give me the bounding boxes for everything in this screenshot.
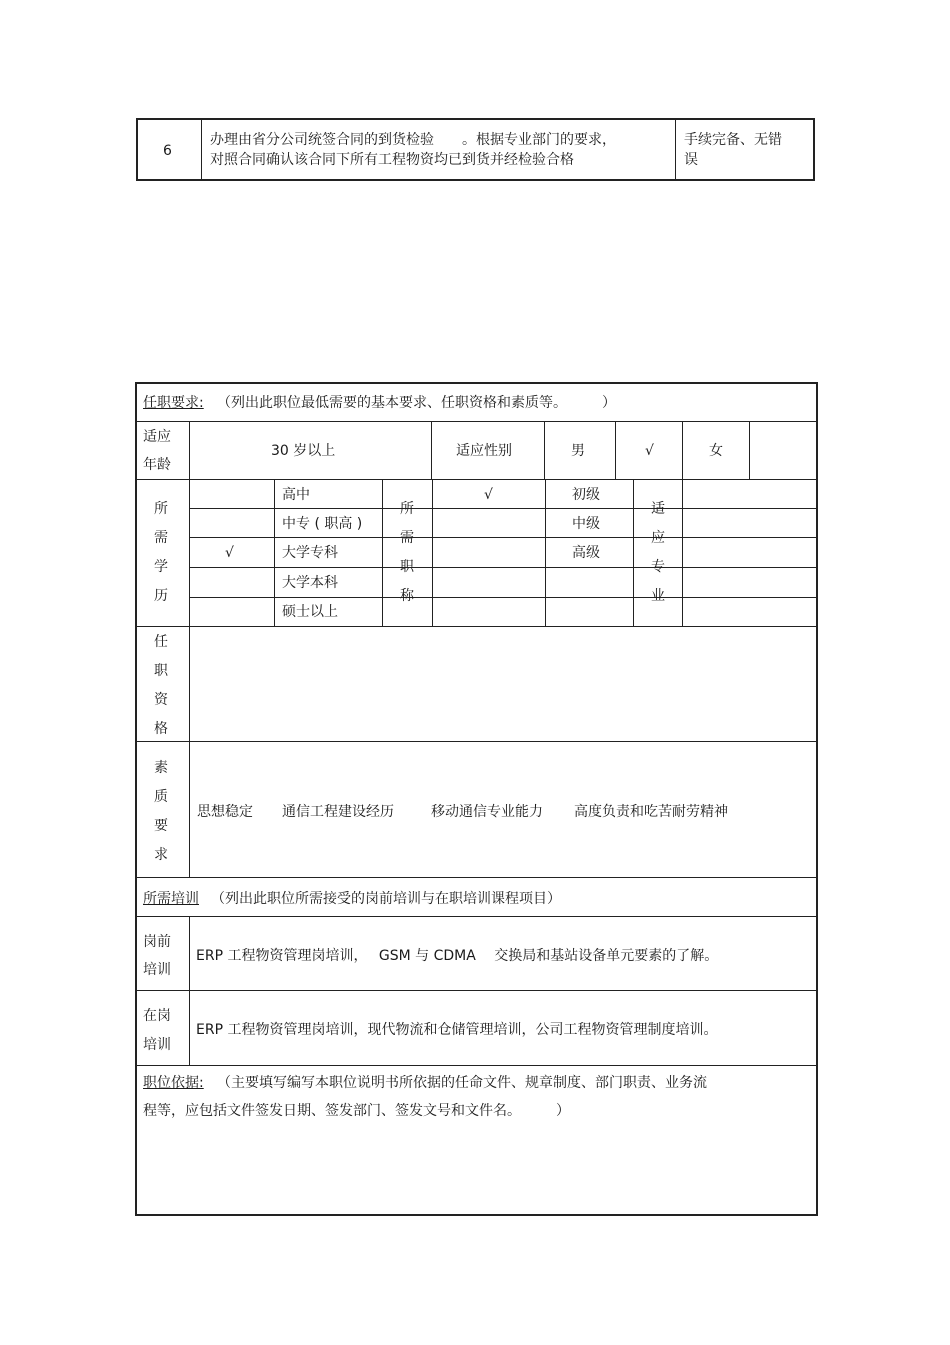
quality-item: 高度负责和吃苦耐劳精神 — [574, 804, 728, 820]
row-divider — [137, 1065, 816, 1066]
on-training-label-line1: 在岗 — [143, 1008, 171, 1024]
row-divider — [189, 597, 816, 598]
row-divider — [189, 508, 816, 509]
col-divider — [431, 421, 432, 479]
col-divider — [682, 479, 683, 626]
major-label: 适 应 专 业 — [651, 501, 665, 604]
on-training-text: ERP 工程物资管理岗培训，现代物流和仓储管理培训，公司工程物资管理制度培训。 — [196, 1022, 718, 1038]
col-divider — [544, 421, 545, 479]
row-divider — [137, 626, 816, 627]
col-divider — [615, 421, 616, 479]
training-header-label: 所需培训 — [143, 891, 199, 907]
col-divider — [633, 479, 634, 626]
on-training-label-line2: 培训 — [143, 1037, 171, 1053]
basis-line1: （主要填写编写本职位说明书所依据的任命文件、规章制度、部门职责、业务流 — [217, 1075, 707, 1091]
training-header-desc: （列出此职位所需接受的岗前培训与在职培训课程项目） — [211, 891, 561, 907]
col-divider — [382, 479, 383, 626]
requirements-header-desc: （列出此职位最低需要的基本要求、任职资格和素质等。 ） — [217, 395, 616, 411]
quality-item: 思想稳定 — [197, 804, 253, 820]
title-level: 中级 — [572, 516, 600, 532]
age-label-line1: 适应 — [143, 429, 171, 445]
col-divider — [274, 479, 275, 626]
title-level: 高级 — [572, 545, 600, 561]
col-divider — [545, 479, 546, 626]
col-divider — [189, 916, 190, 1065]
quality-item: 通信工程建设经历 — [282, 804, 394, 820]
qualification-label: 任 职 资 格 — [154, 634, 168, 737]
basis-label: 职位依据: — [143, 1075, 204, 1091]
gender-label: 适应性别 — [456, 443, 512, 459]
age-label-line2: 年龄 — [143, 457, 171, 473]
pre-training-label-line1: 岗前 — [143, 934, 171, 950]
row-divider — [189, 567, 816, 568]
title-label: 所 需 职 称 — [400, 501, 414, 604]
pre-training-text: ERP 工程物资管理岗培训， GSM 与 CDMA 交换局和基站设备单元要素的了解。 — [196, 948, 719, 964]
row-divider — [137, 990, 816, 991]
duty-standard-line1: 手续完备、无错 — [684, 132, 782, 148]
row-divider — [137, 421, 816, 422]
col-divider — [432, 479, 433, 626]
gender-male-check: √ — [645, 443, 654, 459]
duty-desc-line2: 对照合同确认该合同下所有工程物资均已到货并经检验合格 — [210, 152, 574, 168]
duty-desc-line1: 办理由省分公司统签合同的到货检验 。根据专业部门的要求， — [210, 132, 616, 148]
edu-level: 硕士以上 — [282, 604, 338, 620]
row-divider — [189, 537, 816, 538]
duty-number: 6 — [163, 143, 172, 159]
duty-table — [136, 118, 815, 181]
row-divider — [137, 741, 816, 742]
title-level: 初级 — [572, 487, 600, 503]
col-divider — [749, 421, 750, 479]
col-divider — [682, 421, 683, 479]
requirements-table — [135, 382, 818, 1216]
edu-check: √ — [225, 545, 234, 561]
requirements-header-label: 任职要求: — [143, 395, 204, 411]
col-divider — [201, 120, 202, 179]
gender-male: 男 — [571, 443, 585, 459]
quality-label: 素 质 要 求 — [154, 760, 168, 863]
basis-line2: 程等，应包括文件签发日期、签发部门、签发文号和文件名。 ） — [143, 1103, 570, 1119]
education-label: 所 需 学 历 — [154, 501, 168, 604]
edu-level: 大学专科 — [282, 545, 338, 561]
row-divider — [137, 877, 816, 878]
row-divider — [137, 479, 816, 480]
col-divider — [189, 421, 190, 877]
col-divider — [675, 120, 676, 179]
edu-level: 高中 — [282, 487, 310, 503]
edu-level: 大学本科 — [282, 575, 338, 591]
duty-standard-line2: 误 — [684, 152, 698, 168]
gender-female: 女 — [709, 443, 723, 459]
age-value: 30 岁以上 — [271, 443, 336, 459]
title-check: √ — [484, 487, 493, 503]
row-divider — [137, 916, 816, 917]
quality-item: 移动通信专业能力 — [431, 804, 543, 820]
pre-training-label-line2: 培训 — [143, 962, 171, 978]
edu-level: 中专 ( 职高 ) — [282, 516, 363, 532]
